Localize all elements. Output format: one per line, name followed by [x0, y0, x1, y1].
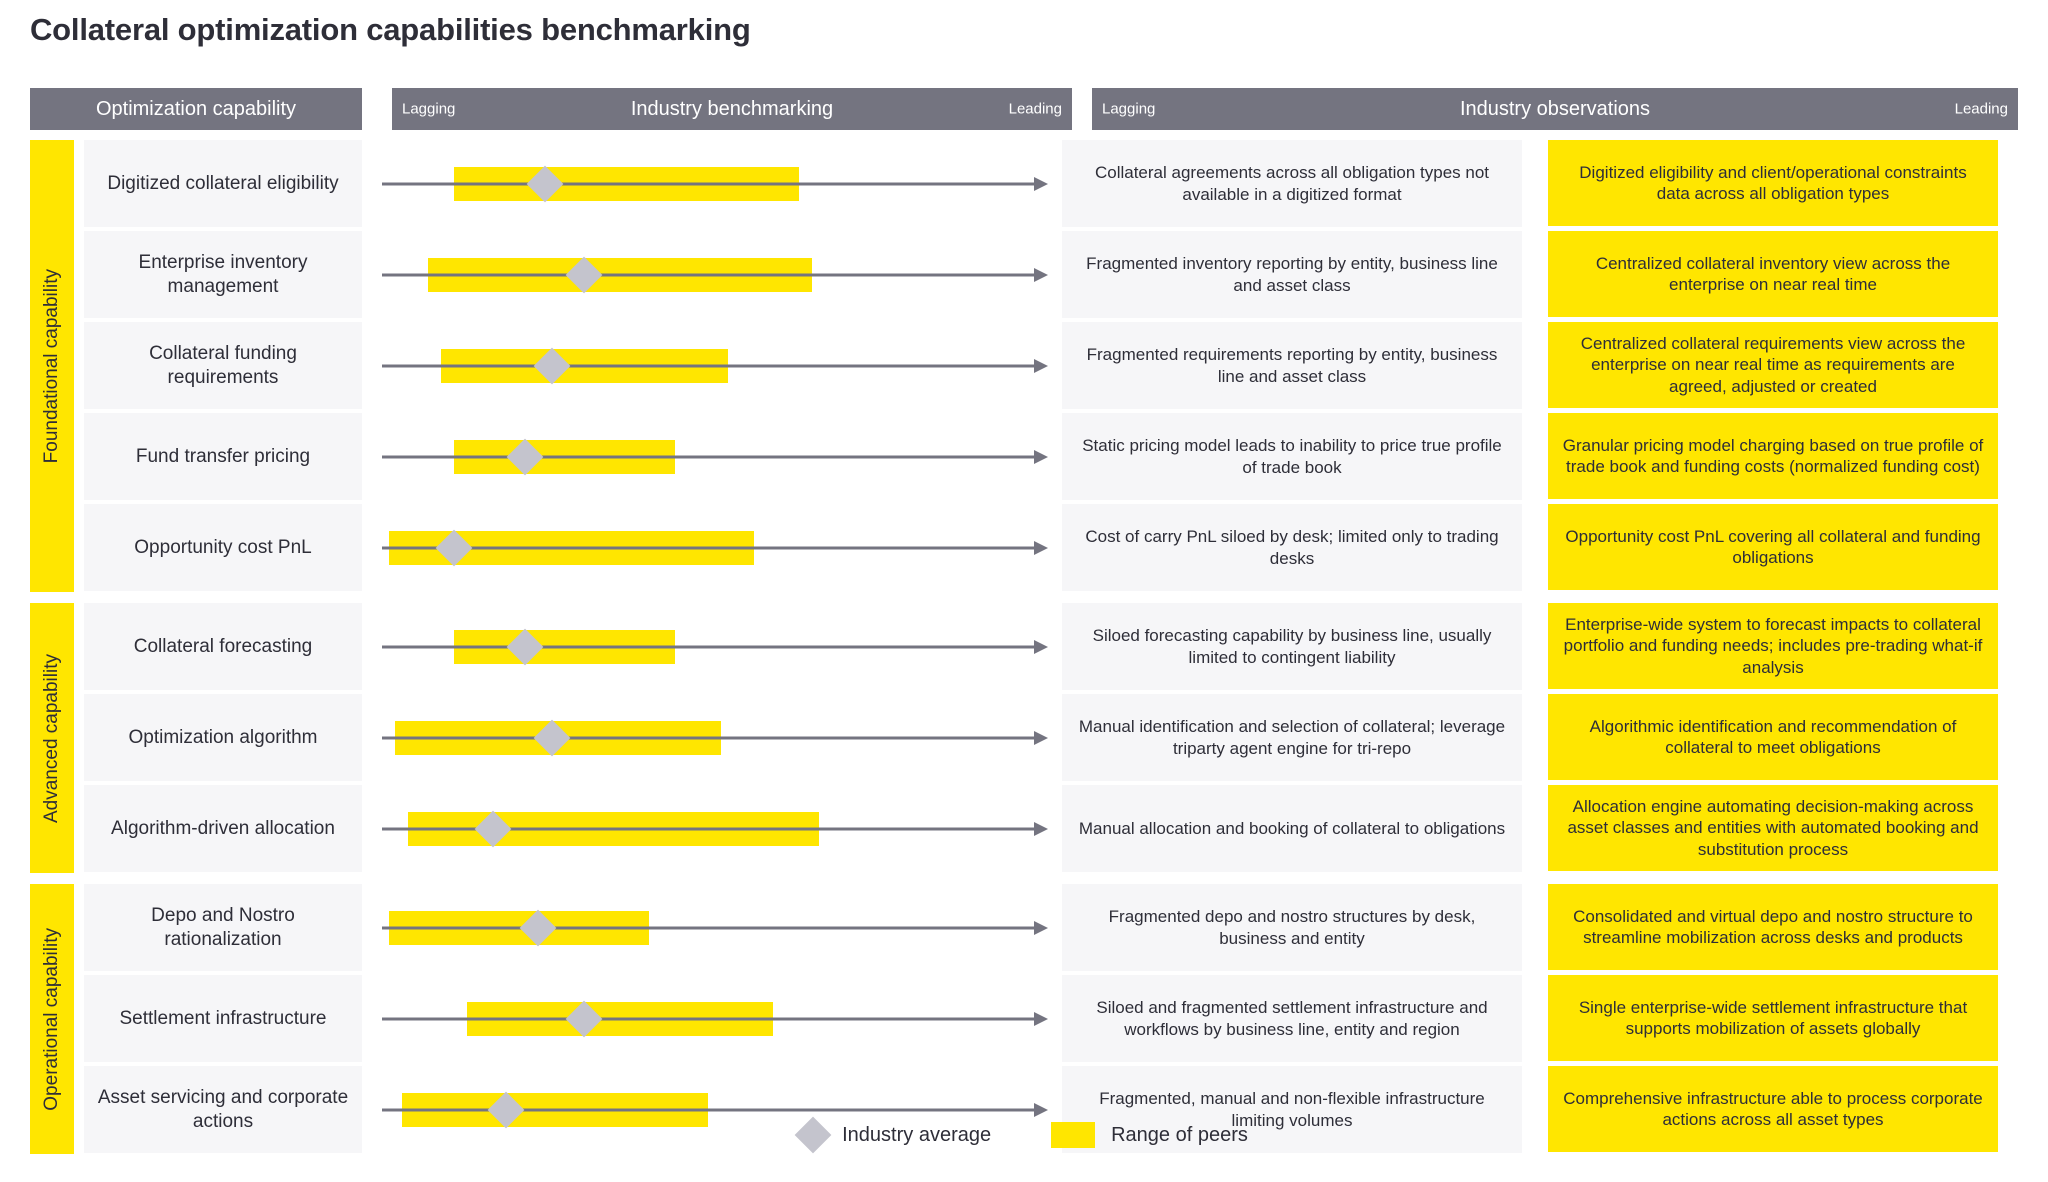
- capability-label: Opportunity cost PnL: [84, 504, 362, 592]
- observation-lagging: Manual identification and selection of collateral; leverage triparty agent engine for tri-repo: [1062, 694, 1522, 782]
- observation-leading: Algorithmic identification and recommendation of collateral to meet obligations: [1548, 694, 1998, 782]
- column-spacer: [1522, 694, 1548, 782]
- axis-line: [382, 274, 1034, 277]
- axis-arrow-icon: [1034, 177, 1048, 191]
- table-row: [84, 504, 2018, 592]
- header-obs-lagging: Lagging: [1102, 100, 1156, 118]
- observation-lagging: Fragmented requirements reporting by entity, business line and asset class: [1062, 322, 1522, 410]
- table-row: [84, 603, 2018, 691]
- table-header: [30, 88, 2018, 130]
- capability-label: Settlement infrastructure: [84, 975, 362, 1063]
- table-row: [84, 140, 2018, 228]
- benchmark-track: [362, 413, 1062, 501]
- observation-leading: Consolidated and virtual depo and nostro structure to streamline mobilization across desks and products: [1548, 884, 1998, 972]
- observation-lagging: Fragmented inventory reporting by entity, business line and asset class: [1062, 231, 1522, 319]
- axis-line: [382, 547, 1034, 550]
- header-bench-leading: Leading: [1008, 100, 1062, 118]
- axis-line: [382, 646, 1034, 649]
- table-row: [84, 785, 2018, 873]
- group-bar-label: Foundational capability: [41, 268, 62, 464]
- header-observations: [1092, 88, 2018, 130]
- column-spacer: [1522, 603, 1548, 691]
- axis-line: [382, 1109, 1034, 1112]
- observation-lagging: Fragmented depo and nostro structures by desk, business and entity: [1062, 884, 1522, 972]
- group-bar-label: Advanced capability: [41, 653, 62, 823]
- table-row: [84, 231, 2018, 319]
- legend-item-range: [1051, 1122, 1248, 1148]
- column-spacer: [1522, 413, 1548, 501]
- axis-line: [382, 1018, 1034, 1021]
- group-bar-0: [30, 140, 74, 592]
- benchmark-track: [362, 785, 1062, 873]
- axis-arrow-icon: [1034, 731, 1048, 745]
- capability-label: Digitized collateral eligibility: [84, 140, 362, 228]
- column-spacer: [1522, 140, 1548, 228]
- legend-range-label: Range of peers: [1111, 1123, 1248, 1146]
- diamond-icon: [795, 1117, 832, 1154]
- observation-leading: Comprehensive infrastructure able to process corporate actions across all asset types: [1548, 1066, 1998, 1154]
- header-bench-lagging: Lagging: [402, 100, 456, 118]
- benchmark-track: [362, 694, 1062, 782]
- axis-line: [382, 365, 1034, 368]
- benchmark-track: [362, 231, 1062, 319]
- legend-average-label: Industry average: [842, 1123, 992, 1146]
- header-bench-label: Industry benchmarking: [630, 97, 834, 120]
- column-spacer: [1522, 785, 1548, 873]
- axis-arrow-icon: [1034, 541, 1048, 555]
- table-row: [84, 975, 2018, 1063]
- axis-arrow-icon: [1034, 1103, 1048, 1117]
- column-spacer: [1522, 231, 1548, 319]
- table-row: [84, 413, 2018, 501]
- table-row: [84, 322, 2018, 410]
- legend-item-average: [800, 1122, 991, 1148]
- column-spacer: [1522, 975, 1548, 1063]
- observation-lagging: Collateral agreements across all obligation types not available in a digitized format: [1062, 140, 1522, 228]
- page-title: Collateral optimization capabilities benchmarking: [30, 12, 751, 47]
- observation-lagging: Fragmented, manual and non-flexible infrastructure limiting volumes: [1062, 1066, 1522, 1154]
- observation-leading: Centralized collateral inventory view across the enterprise on near real time: [1548, 231, 1998, 319]
- table-row: [84, 884, 2018, 972]
- benchmark-track: [362, 603, 1062, 691]
- observation-leading: Granular pricing model charging based on true profile of trade book and funding costs (normalized funding cost): [1548, 413, 1998, 501]
- observation-leading: Centralized collateral requirements view across the enterprise on near real time as requirements are agreed, adjusted or created: [1548, 322, 1998, 410]
- axis-line: [382, 927, 1034, 930]
- observation-leading: Enterprise-wide system to forecast impacts to collateral portfolio and funding needs; includes pre-trading what-if analysis: [1548, 603, 1998, 691]
- axis-line: [382, 183, 1034, 186]
- group-bar-1: [30, 603, 74, 873]
- observation-lagging: Manual allocation and booking of collateral to obligations: [1062, 785, 1522, 873]
- axis-arrow-icon: [1034, 640, 1048, 654]
- capability-label: Optimization algorithm: [84, 694, 362, 782]
- group-bar-2: [30, 884, 74, 1154]
- observation-lagging: Cost of carry PnL siloed by desk; limited only to trading desks: [1062, 504, 1522, 592]
- observation-leading: Single enterprise-wide settlement infrastructure that supports mobilization of assets globally: [1548, 975, 1998, 1063]
- axis-arrow-icon: [1034, 1012, 1048, 1026]
- column-spacer: [1522, 322, 1548, 410]
- benchmark-track: [362, 975, 1062, 1063]
- header-benchmarking: [392, 88, 1072, 130]
- axis-arrow-icon: [1034, 268, 1048, 282]
- observation-lagging: Static pricing model leads to inability to price true profile of trade book: [1062, 413, 1522, 501]
- header-obs-leading: Leading: [1954, 100, 2008, 118]
- column-spacer: [1522, 504, 1548, 592]
- observation-lagging: Siloed forecasting capability by business line, usually limited to contingent liability: [1062, 603, 1522, 691]
- observation-leading: Allocation engine automating decision-making across asset classes and entities with automated booking and substitution process: [1548, 785, 1998, 873]
- capability-label: Depo and Nostro rationalization: [84, 884, 362, 972]
- header-capability: [30, 88, 362, 130]
- benchmark-track: [362, 504, 1062, 592]
- observation-lagging: Siloed and fragmented settlement infrastructure and workflows by business line, entity and region: [1062, 975, 1522, 1063]
- capability-label: Algorithm-driven allocation: [84, 785, 362, 873]
- axis-arrow-icon: [1034, 822, 1048, 836]
- axis-line: [382, 737, 1034, 740]
- range-swatch-icon: [1051, 1122, 1095, 1148]
- axis-arrow-icon: [1034, 359, 1048, 373]
- axis-arrow-icon: [1034, 921, 1048, 935]
- table-row: [84, 694, 2018, 782]
- observation-leading: Opportunity cost PnL covering all collateral and funding obligations: [1548, 504, 1998, 592]
- axis-arrow-icon: [1034, 450, 1048, 464]
- capability-label: Asset servicing and corporate actions: [84, 1066, 362, 1154]
- capability-label: Collateral forecasting: [84, 603, 362, 691]
- observation-leading: Digitized eligibility and client/operational constraints data across all obligation types: [1548, 140, 1998, 228]
- benchmark-track: [362, 322, 1062, 410]
- capability-label: Fund transfer pricing: [84, 413, 362, 501]
- axis-line: [382, 456, 1034, 459]
- header-capability-label: Optimization capability: [95, 97, 297, 120]
- header-obs-label: Industry observations: [1459, 97, 1651, 120]
- group-bar-label: Operational capability: [41, 927, 62, 1111]
- capability-label: Enterprise inventory management: [84, 231, 362, 319]
- benchmark-track: [362, 884, 1062, 972]
- capability-label: Collateral funding requirements: [84, 322, 362, 410]
- chart-legend: [0, 1122, 2048, 1148]
- column-spacer: [1522, 884, 1548, 972]
- benchmark-track: [362, 140, 1062, 228]
